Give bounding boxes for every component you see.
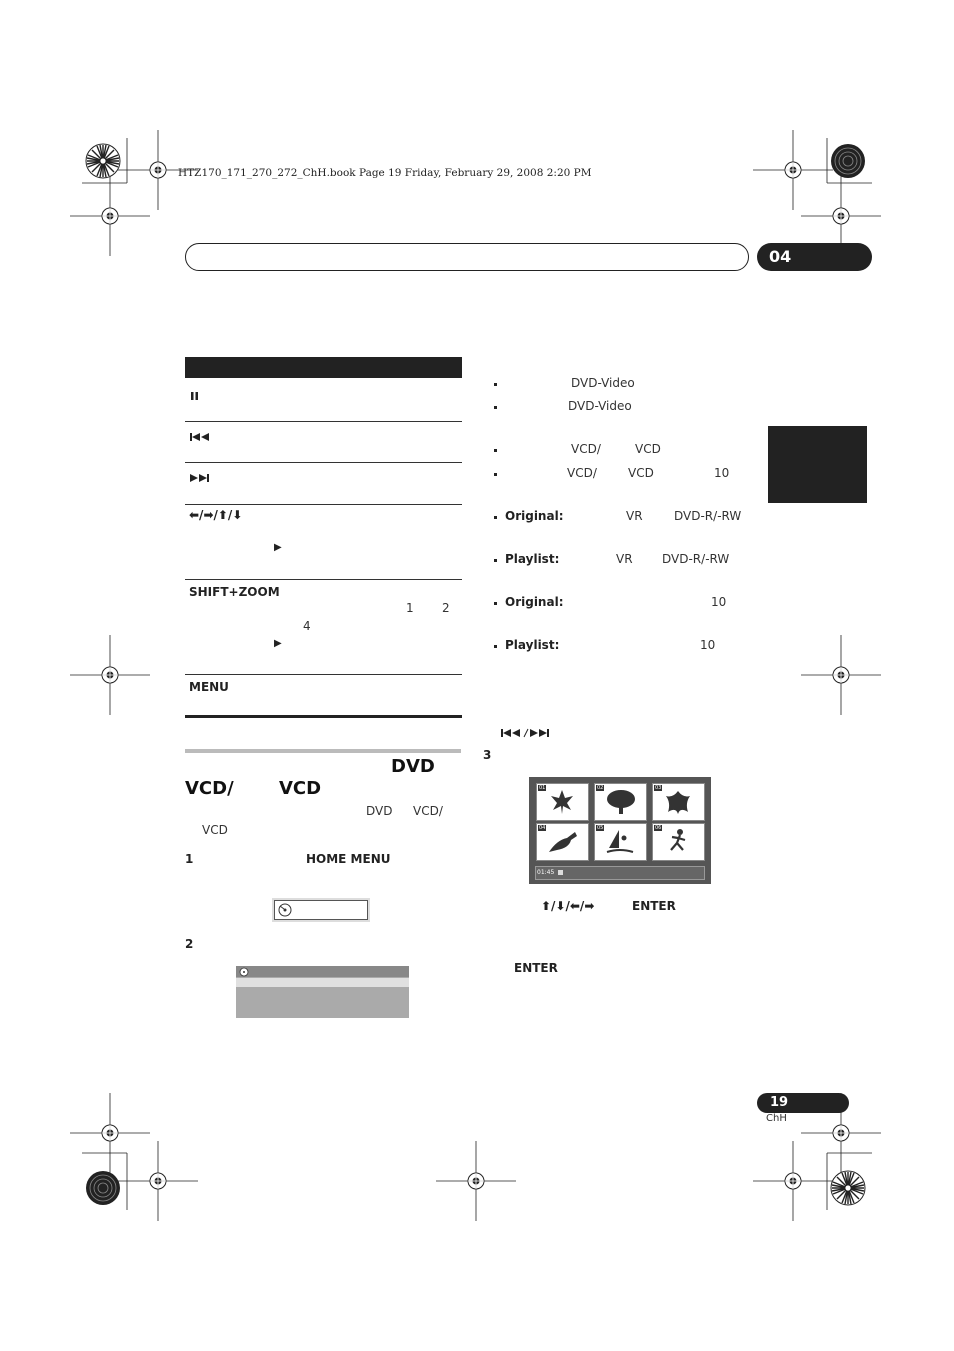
disc-icon-small — [239, 967, 249, 977]
step-3-enter-key: ENTER — [632, 899, 676, 913]
step-3-arrow-keys: ⬆/⬇/⬅/➡ — [541, 899, 595, 913]
thumbnail-6: 06 — [652, 823, 705, 861]
section-heading-dvd: DVD — [391, 756, 435, 777]
skater-icon — [663, 828, 693, 856]
bullet-6-disc: DVD-R/-RW — [662, 552, 730, 566]
bullet-8-label: Playlist: — [505, 638, 560, 652]
chapter-number: 04 — [769, 247, 792, 266]
language-side-tab — [768, 426, 867, 503]
tree-icon — [605, 788, 637, 816]
bullet-6-vr: VR — [616, 552, 633, 566]
arrow-keys-icon: ⬅/➡/⬆/⬇ — [189, 508, 243, 522]
zoom-level-1: 1 — [406, 601, 414, 615]
disc-menu-panel-illustration — [236, 966, 409, 1018]
intro-vcd-slash: VCD/ — [413, 804, 443, 818]
bullet-1-dvd-video: DVD-Video — [571, 376, 635, 390]
page-number-tab — [757, 1093, 849, 1113]
table-bottom-rule — [185, 715, 462, 718]
windsurfer-icon — [605, 828, 635, 856]
step-1-home-menu-key: HOME MENU — [306, 852, 391, 866]
disc-icon — [278, 903, 292, 917]
table-header-bar — [185, 357, 462, 378]
bullet-3-vcd: VCD — [635, 442, 661, 456]
row-arrows-play-mark: ▶ — [274, 542, 282, 553]
leaf-icon — [547, 788, 577, 816]
section-top-rule — [185, 749, 461, 753]
intro-dvd: DVD — [366, 804, 393, 818]
step-3-enter-key-2: ENTER — [514, 961, 558, 975]
print-header: HTZ170_171_270_272_ChH.book Page 19 Friday, February 29, 2008 2:20 PM — [178, 167, 592, 179]
zoom-level-2: 2 — [442, 601, 450, 615]
time-bar — [535, 866, 705, 880]
chapter-title-bar — [185, 243, 749, 271]
bird-icon — [547, 828, 581, 856]
bullet-7-label: Original: — [505, 595, 564, 609]
row-zoom-play-mark: ▶ — [274, 638, 282, 649]
thumbnail-4: 04 — [536, 823, 589, 861]
thumbnail-screen — [529, 777, 711, 884]
bullet-7-count: 10 — [711, 595, 727, 609]
bullet-3-vcd-slash: VCD/ — [571, 442, 601, 456]
time-readout: 01:45 — [537, 869, 555, 876]
pause-icon — [190, 386, 200, 405]
step-1-number: 1 — [185, 852, 194, 866]
page-number: 19 — [770, 1095, 789, 1110]
chapter-number-tab — [757, 243, 872, 271]
disc-menu-button-illustration — [272, 898, 370, 922]
next-icon — [189, 468, 213, 487]
thumbnail-3: 03 — [652, 783, 705, 821]
step-3-number: 3 — [483, 748, 492, 762]
step-2-number: 2 — [185, 937, 194, 951]
thumbnail-2: 02 — [594, 783, 647, 821]
previous-icon — [189, 427, 213, 446]
section-heading-vcd-slash: VCD/ — [185, 778, 234, 799]
bullet-6-label: Playlist: — [505, 552, 560, 566]
bullet-5-vr: VR — [626, 509, 643, 523]
bullet-4-vcd-slash: VCD/ — [567, 466, 597, 480]
bullet-4-vcd: VCD — [628, 466, 654, 480]
bullet-8-count: 10 — [700, 638, 716, 652]
bullet-4-count: 10 — [714, 466, 730, 480]
thumbnail-5: 05 — [594, 823, 647, 861]
page-language-code: ChH — [766, 1113, 787, 1124]
skip-keys-icon — [500, 723, 556, 742]
thumbnail-1: 01 — [536, 783, 589, 821]
bullet-5-label: Original: — [505, 509, 564, 523]
section-heading-vcd: VCD — [279, 778, 322, 799]
bullet-5-disc: DVD-R/-RW — [674, 509, 742, 523]
row-shift-zoom-key: SHIFT+ZOOM — [189, 585, 280, 599]
zoom-level-4: 4 — [303, 619, 311, 633]
intro-vcd: VCD — [202, 823, 228, 837]
bullet-2-dvd-video: DVD-Video — [568, 399, 632, 413]
row-menu-key: MENU — [189, 680, 229, 694]
lily-icon — [663, 788, 693, 816]
